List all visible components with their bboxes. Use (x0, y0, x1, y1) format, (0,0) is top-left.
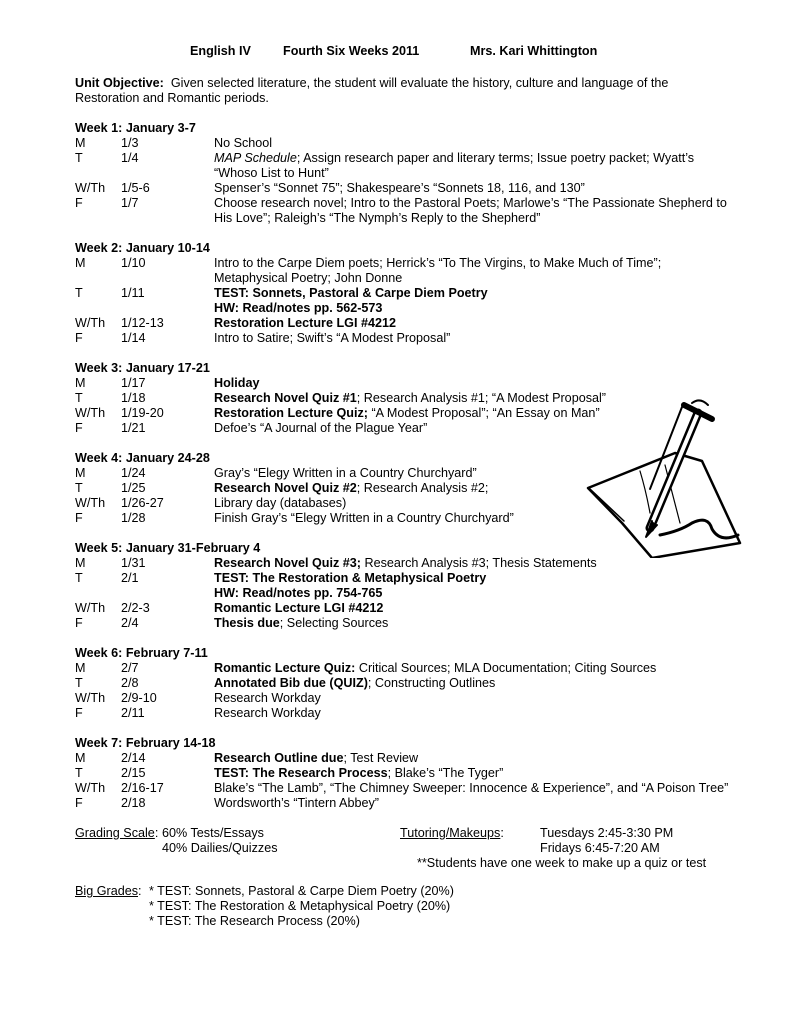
row-date: 2/9-10 (121, 691, 157, 705)
description-text: Critical Sources; MLA Documentation; Citing Sources (355, 661, 657, 675)
row-date: 2/7 (121, 661, 139, 675)
grading-scale-label: Grading Scale (75, 826, 155, 840)
row-description (214, 376, 735, 391)
row-date: 1/31 (121, 556, 146, 570)
tutoring-friday: Fridays 6:45-7:20 AM (540, 841, 660, 855)
row-date: 1/17 (121, 376, 146, 390)
description-text: ; Blake’s “The Tyger” (387, 766, 504, 780)
description-text: Intro to the Carpe Diem poets; Herrick’s “To The Virgins, to Make Much of Time”; Metaphysical Poetry; John Donne (214, 256, 662, 285)
row-description (214, 766, 735, 781)
description-text: ; Selecting Sources (279, 616, 389, 630)
description-text: Research Workday (214, 706, 321, 720)
row-date: 1/12-13 (121, 316, 164, 330)
row-date: 2/8 (121, 676, 139, 690)
description-text: TEST: The Research Process (214, 766, 388, 780)
schedule-row (75, 136, 735, 151)
tutoring-tuesday: Tuesdays 2:45-3:30 PM (540, 826, 674, 840)
description-text: Finish Gray’s “Elegy Written in a Country Churchyard” (214, 511, 514, 525)
row-description (214, 316, 735, 331)
description-text: Research Novel Quiz #3; (214, 556, 361, 570)
week-title: Week 3: January 17-21 (75, 361, 210, 375)
row-description (214, 661, 735, 676)
row-date: 2/11 (121, 706, 145, 720)
schedule-row (75, 766, 735, 781)
schedule-row (75, 256, 735, 286)
description-text: Choose research novel; Intro to the Pastoral Poets; Marlowe’s “The Passionate Shepherd to His Love”; Raleigh’s “The Nymph’s Reply to the Shepherd” (214, 196, 727, 225)
description-text: Research Analysis #3; Thesis Statements (361, 556, 597, 570)
homework-line (214, 301, 735, 316)
row-day: T (75, 391, 83, 405)
row-day: W/Th (75, 406, 106, 420)
grading-section: Grading Scale: 60% Tests/Essays 40% Dailies/Quizzes Tutoring/Makeups: Tuesdays 2:45-3:30 PM Fridays 6:45-7:20 AM **Students have one week to make up a quiz or test (75, 826, 707, 870)
row-day: W/Th (75, 496, 106, 510)
pen-writing-icon (580, 393, 750, 558)
week-title: Week 7: February 14-18 (75, 736, 216, 750)
objective-text: Given selected literature, the student will evaluate the history, culture and language of the Restoration and Romantic periods. (75, 76, 669, 105)
row-day: W/Th (75, 601, 106, 615)
tutoring-label: Tutoring/Makeups (400, 826, 501, 840)
row-date: 1/10 (121, 256, 146, 270)
description-text: TEST: Sonnets, Pastoral & Carpe Diem Poetry (214, 286, 488, 300)
description-text: Wordsworth’s “Tintern Abbey” (214, 796, 379, 810)
week-title: Week 1: January 3-7 (75, 121, 196, 135)
row-date: 1/28 (121, 511, 146, 525)
row-date: 2/4 (121, 616, 139, 630)
schedule-row (75, 706, 735, 721)
row-date: 2/1 (121, 571, 139, 585)
row-day: T (75, 286, 83, 300)
description-text: Library day (databases) (214, 496, 347, 510)
row-description (214, 556, 735, 571)
row-date: 2/15 (121, 766, 146, 780)
row-description (214, 571, 735, 586)
row-description (214, 616, 735, 631)
row-day: F (75, 196, 83, 210)
row-description (214, 691, 735, 706)
row-description (214, 286, 735, 301)
description-text: Research Workday (214, 691, 321, 705)
schedule-row (75, 376, 735, 391)
description-text: ; Research Analysis #2; (356, 481, 489, 495)
description-text: Restoration Lecture LGI #4212 (214, 316, 396, 330)
row-day: T (75, 151, 83, 165)
description-text: Gray’s “Elegy Written in a Country Churchyard” (214, 466, 477, 480)
week-title: Week 4: January 24-28 (75, 451, 210, 465)
row-date: 2/18 (121, 796, 146, 810)
schedule-row (75, 331, 735, 346)
schedule-row (75, 286, 735, 301)
row-description (214, 796, 735, 811)
row-day: F (75, 706, 83, 720)
description-text: ; Test Review (343, 751, 419, 765)
description-text: Annotated Bib due (QUIZ) (214, 676, 368, 690)
row-date: 1/4 (121, 151, 139, 165)
grading-dailies: 40% Dailies/Quizzes (162, 841, 278, 855)
row-day: W/Th (75, 691, 106, 705)
homework-text: HW: Read/notes pp. 754-765 (214, 586, 383, 600)
schedule-row (75, 181, 735, 196)
big-grades-section: Big Grades: * TEST: Sonnets, Pastoral & Carpe Diem Poetry (20%) * TEST: The Restoration & Metaphysical Poetry (20%) * TEST: The Research Process (20%) (75, 884, 454, 928)
week-title: Week 5: January 31-February 4 (75, 541, 261, 555)
description-text: MAP Schedule (214, 151, 297, 165)
schedule-row (75, 661, 735, 676)
big-grades-label: Big Grades (75, 884, 138, 898)
schedule-row (75, 751, 735, 766)
row-description (214, 751, 735, 766)
term-title: Fourth Six Weeks 2011 (283, 44, 420, 58)
description-text: ; Constructing Outlines (367, 676, 496, 690)
description-text: Thesis due (214, 616, 280, 630)
row-description (214, 151, 735, 181)
row-description (214, 196, 735, 226)
row-day: M (75, 661, 86, 675)
row-description (214, 136, 735, 151)
week-title: Week 2: January 10-14 (75, 241, 210, 255)
row-description (214, 781, 735, 796)
schedule-row (75, 796, 735, 811)
schedule-row (75, 616, 735, 631)
teacher-name: Mrs. Kari Whittington (470, 44, 598, 58)
unit-objective (75, 76, 735, 106)
big-grade-item: * TEST: The Restoration & Metaphysical Poetry (20%) (149, 899, 451, 913)
row-date: 1/14 (121, 331, 146, 345)
row-description (214, 601, 735, 616)
schedule-row (75, 556, 735, 571)
schedule-row (75, 601, 735, 616)
row-description (214, 331, 735, 346)
row-day: W/Th (75, 781, 106, 795)
row-day: T (75, 571, 83, 585)
description-text: Research Outline due (214, 751, 344, 765)
row-day: F (75, 616, 83, 630)
row-date: 1/7 (121, 196, 139, 210)
schedule-row (75, 196, 735, 226)
row-day: F (75, 796, 83, 810)
row-day: M (75, 556, 86, 570)
description-text: Romantic Lecture Quiz: (214, 661, 356, 675)
description-text: Blake’s “The Lamb”, “The Chimney Sweeper: Innocence & Experience”, and “A Poison Tree” (214, 781, 729, 795)
description-text: Defoe’s “A Journal of the Plague Year” (214, 421, 428, 435)
week-title: Week 6: February 7-11 (75, 646, 208, 660)
row-description (214, 706, 735, 721)
row-day: M (75, 466, 86, 480)
description-text: Romantic Lecture LGI #4212 (214, 601, 384, 615)
row-day: T (75, 676, 83, 690)
row-description (214, 181, 735, 196)
row-date: 1/21 (121, 421, 146, 435)
row-day: F (75, 421, 83, 435)
row-day: F (75, 331, 83, 345)
row-date: 2/14 (121, 751, 146, 765)
page-header (75, 44, 735, 59)
description-text: Research Novel Quiz #1 (214, 391, 357, 405)
row-day: T (75, 766, 83, 780)
description-text: Spenser’s “Sonnet 75”; Shakespeare’s “Sonnets 18, 116, and 130” (214, 181, 585, 195)
row-date: 1/24 (121, 466, 146, 480)
row-date: 1/19-20 (121, 406, 164, 420)
row-day: M (75, 751, 86, 765)
homework-line (214, 586, 735, 601)
row-day: F (75, 511, 83, 525)
description-text: Intro to Satire; Swift’s “A Modest Proposal” (214, 331, 451, 345)
description-text: ; Assign research paper and literary terms; Issue poetry packet; Wyatt’s “Whoso List to Hunt” (214, 151, 695, 180)
row-day: M (75, 376, 86, 390)
row-day: M (75, 136, 86, 150)
grading-tests: 60% Tests/Essays (162, 826, 264, 840)
row-description (214, 256, 735, 286)
objective-label: Unit Objective: (75, 76, 164, 90)
description-text: TEST: The Restoration & Metaphysical Poetry (214, 571, 487, 585)
description-text: Research Novel Quiz #2 (214, 481, 357, 495)
row-day: W/Th (75, 181, 106, 195)
description-text: Holiday (214, 376, 260, 390)
schedule-row (75, 781, 735, 796)
makeup-note: **Students have one week to make up a quiz or test (417, 856, 707, 870)
homework-text: HW: Read/notes pp. 562-573 (214, 301, 383, 315)
row-date: 1/3 (121, 136, 139, 150)
description-text: Restoration Lecture Quiz; (214, 406, 368, 420)
description-text: No School (214, 136, 273, 150)
row-date: 1/5-6 (121, 181, 150, 195)
row-day: W/Th (75, 316, 106, 330)
row-date: 1/11 (121, 286, 145, 300)
description-text: ; Research Analysis #1; “A Modest Proposal” (356, 391, 606, 405)
course-title: English IV (190, 44, 251, 58)
row-date: 2/16-17 (121, 781, 164, 795)
schedule-row (75, 676, 735, 691)
big-grade-item: * TEST: The Research Process (20%) (149, 914, 360, 928)
schedule-row (75, 571, 735, 586)
row-date: 1/25 (121, 481, 146, 495)
schedule-row (75, 691, 735, 706)
row-date: 1/26-27 (121, 496, 164, 510)
description-text: “A Modest Proposal”; “An Essay on Man” (367, 406, 600, 420)
row-date: 2/2-3 (121, 601, 150, 615)
row-description (214, 676, 735, 691)
row-day: T (75, 481, 83, 495)
schedule-row (75, 151, 735, 181)
schedule-row (75, 316, 735, 331)
big-grade-item: * TEST: Sonnets, Pastoral & Carpe Diem Poetry (20%) (149, 884, 454, 898)
row-date: 1/18 (121, 391, 146, 405)
row-day: M (75, 256, 86, 270)
